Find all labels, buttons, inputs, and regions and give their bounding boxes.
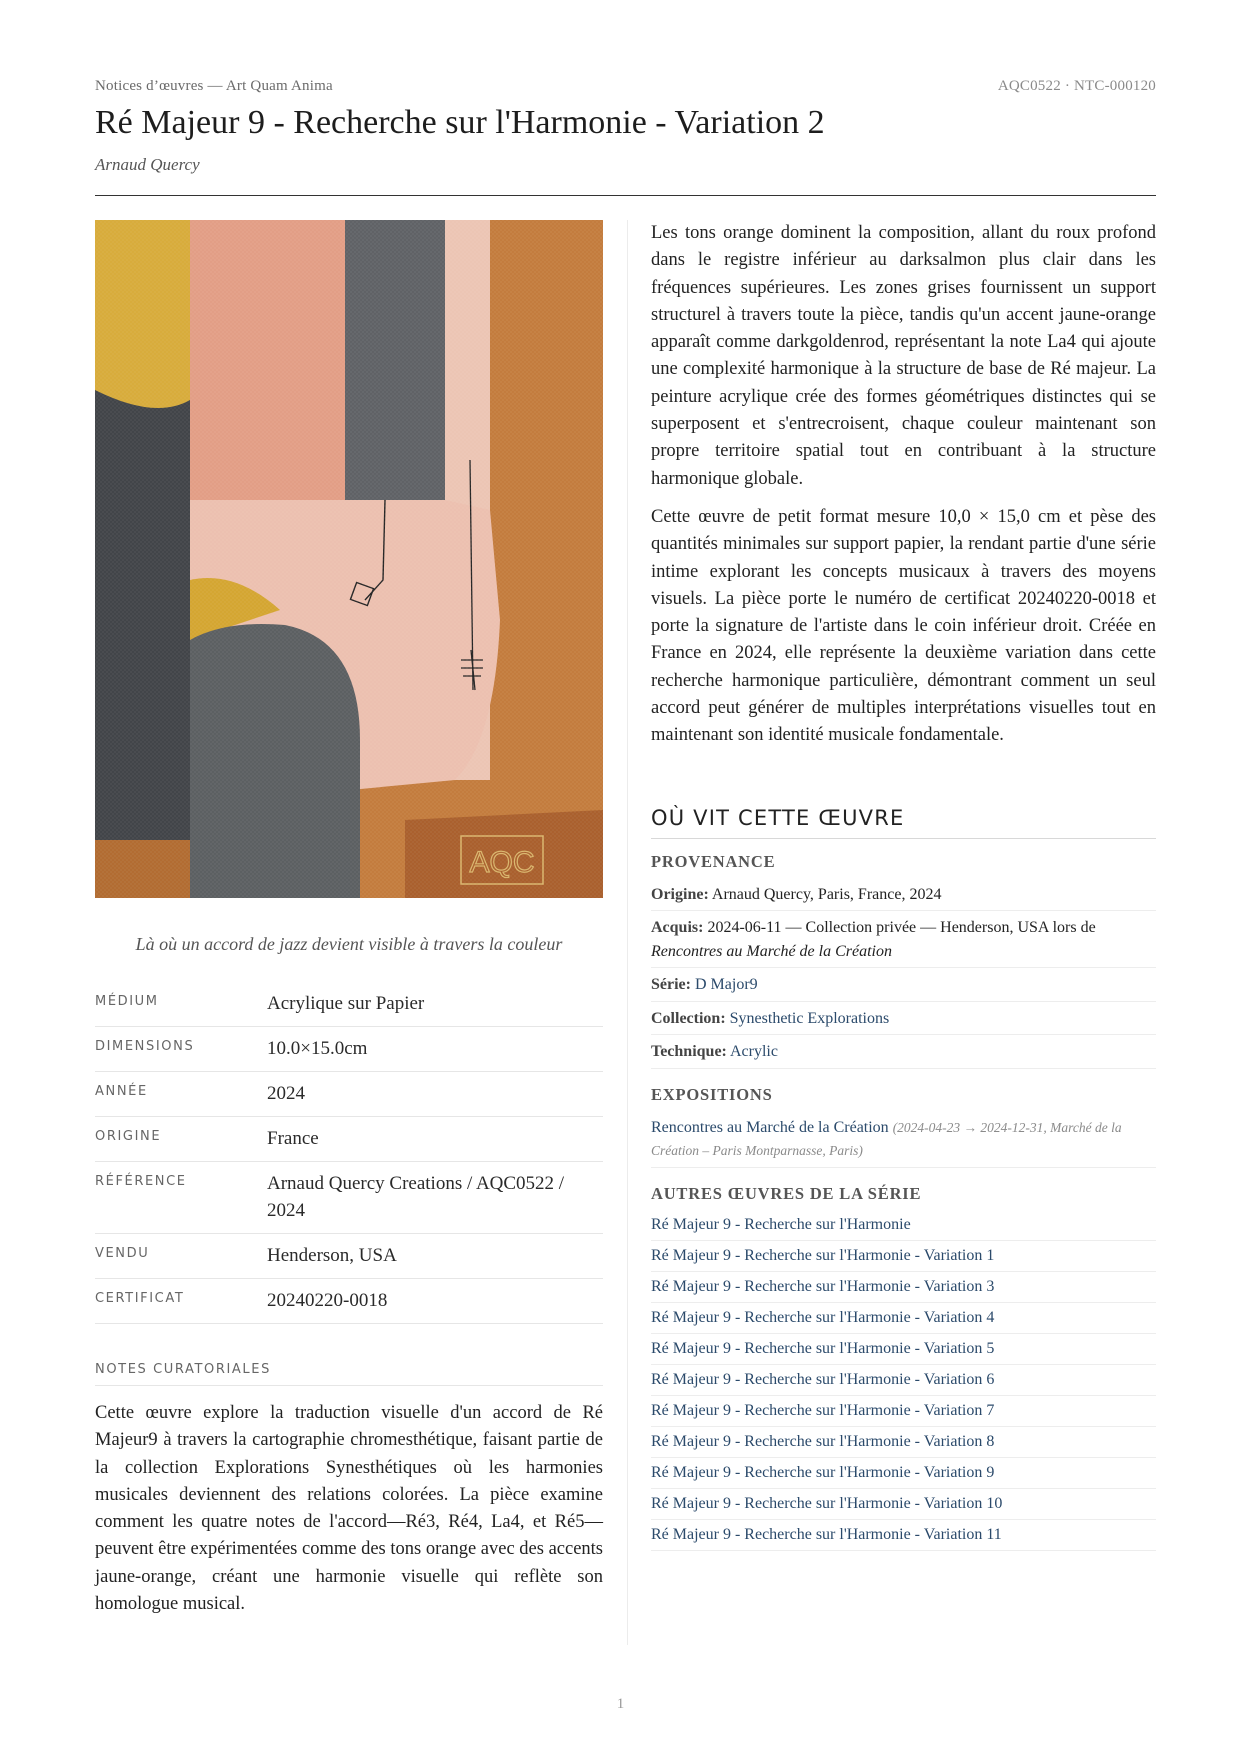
- spec-value: Henderson, USA: [267, 1245, 397, 1266]
- description-paragraph: Les tons orange dominent la composition, allant du roux profond dans le registre inférieur au darksalmon plus clair dans les fréquences supérieures. Les zones grises fournissent un support structurel à travers toute la pièce, tandis qu'un accent jaune-orange apparaît comme darkgoldenrod, représentant la note La4 qui ajoute une complexité harmonique à la structure de base de Ré majeur. La peinture acrylique crée des formes géométriques distinctes qui se superposent et s'entrecroisent, chaque couleur maintenant son propre territoire spatial tout en contribuant à la structure harmonique globale.: [651, 223, 1156, 489]
- spec-value: Acrylique sur Papier: [267, 993, 425, 1014]
- collection-label: Collection:: [651, 1009, 726, 1027]
- reference-code: AQC0522 · NTC-000120: [997, 78, 1156, 94]
- series-work-link[interactable]: Ré Majeur 9 - Recherche sur l'Harmonie - Variation 7: [651, 1396, 1156, 1427]
- spec-label: MÉDIUM: [95, 994, 159, 1009]
- series-work-link[interactable]: Ré Majeur 9 - Recherche sur l'Harmonie - Variation 1: [651, 1241, 1156, 1272]
- curatorial-notes-heading: NOTES CURATORIALES: [95, 1362, 603, 1386]
- series-work-link[interactable]: Ré Majeur 9 - Recherche sur l'Harmonie - Variation 6: [651, 1365, 1156, 1396]
- technique-row: [651, 1035, 1156, 1069]
- series-works-list: [651, 1210, 1156, 1551]
- curatorial-notes-body: Cette œuvre explore la traduction visuelle d'un accord de Ré Majeur9 à travers la cartographie chromesthétique, faisant partie de la collection Explorations Synesthétiques où les harmonies musicales deviennent des relations colorées. La pièce examine comment les quatre notes de l'accord—Ré3, Ré4, La4, et Ré5—peuvent être expérimentées comme des tons orange avec des accents jaune-orange, créant une harmonie visuelle qui reflète son homologue musical.: [95, 1403, 604, 1615]
- spec-row-sold: [95, 1234, 603, 1279]
- artist-name: Arnaud Quercy: [95, 155, 200, 174]
- spec-value: France: [267, 1128, 319, 1149]
- spec-label: CERTIFICAT: [95, 1291, 185, 1306]
- series-work-link[interactable]: Ré Majeur 9 - Recherche sur l'Harmonie - Variation 9: [651, 1458, 1156, 1489]
- site-name: Notices d’œuvres — Art Quam Anima: [95, 78, 333, 94]
- origin-value: Arnaud Quercy, Paris, France, 2024: [711, 885, 942, 903]
- specs-table: [95, 982, 603, 1324]
- acquired-label: Acquis:: [651, 919, 704, 937]
- description-paragraph: Cette œuvre de petit format mesure 10,0 × 15,0 cm et pèse des quantités minimales sur support papier, la rendant partie d'une série intime explorant les concepts musicaux à travers des moyens visuels. La pièce porte le numéro de certificat 20240220-0018 et porte la signature de l'artiste dans le coin inférieur droit. Créée en France en 2024, elle représente la deuxième variation dans cette recherche harmonique particulière, démontrant comment un seul accord peut générer de multiples interprétations visuelles tout en maintenant son identité musicale fondamentale.: [651, 506, 1156, 746]
- collection-row: [651, 1002, 1156, 1036]
- page-number: 1: [616, 1696, 625, 1712]
- acquired-row: [651, 911, 1156, 968]
- spec-label: ANNÉE: [95, 1084, 148, 1099]
- spec-row-medium: [95, 982, 603, 1027]
- exposition-link[interactable]: Rencontres au Marché de la Création: [651, 1118, 889, 1136]
- artwork-caption: Là où un accord de jazz devient visible à travers la couleur: [135, 934, 563, 954]
- spec-value: Arnaud Quercy Creations / AQC0522 / 2024: [267, 1173, 565, 1221]
- page-title: Ré Majeur 9 - Recherche sur l'Harmonie - Variation 2: [95, 104, 825, 141]
- spec-label: RÉFÉRENCE: [95, 1174, 187, 1189]
- technique-link[interactable]: Acrylic: [730, 1043, 778, 1061]
- spec-label: VENDU: [95, 1246, 150, 1261]
- spec-row-certificate: [95, 1279, 603, 1324]
- series-work-link[interactable]: Ré Majeur 9 - Recherche sur l'Harmonie - Variation 4: [651, 1303, 1156, 1334]
- series-work-link[interactable]: Ré Majeur 9 - Recherche sur l'Harmonie - Variation 5: [651, 1334, 1156, 1365]
- where-section-title: OÙ VIT CETTE ŒUVRE: [651, 806, 1156, 839]
- origin-label: Origine:: [651, 885, 709, 903]
- acquired-event: Rencontres au Marché de la Création: [651, 942, 892, 960]
- series-work-link[interactable]: Ré Majeur 9 - Recherche sur l'Harmonie - Variation 8: [651, 1427, 1156, 1458]
- spec-value: 10.0×15.0cm: [267, 1038, 368, 1059]
- series-link[interactable]: D Major9: [694, 976, 758, 994]
- spec-value: 20240220-0018: [267, 1290, 388, 1311]
- series-works-heading: AUTRES ŒUVRES DE LA SÉRIE: [651, 1183, 922, 1203]
- exposition-item: [651, 1111, 1156, 1168]
- exposition-meta: (2024-04-23 → 2024-12-31, Marché de la Création – Paris Montparnasse, Paris): [651, 1119, 1122, 1159]
- header-bar: [95, 78, 1156, 95]
- left-column: [95, 220, 603, 1618]
- spec-label: DIMENSIONS: [95, 1039, 195, 1054]
- series-work-link[interactable]: Ré Majeur 9 - Recherche sur l'Harmonie: [651, 1210, 1156, 1241]
- series-label: Série:: [651, 976, 691, 994]
- header-divider: [95, 195, 1156, 196]
- spec-value: 2024: [267, 1083, 305, 1104]
- column-divider: [627, 220, 628, 1645]
- provenance-heading: PROVENANCE: [651, 851, 776, 871]
- technique-label: Technique:: [651, 1043, 727, 1061]
- spec-label: ORIGINE: [95, 1129, 162, 1144]
- series-work-link[interactable]: Ré Majeur 9 - Recherche sur l'Harmonie - Variation 3: [651, 1272, 1156, 1303]
- spec-row-dimensions: [95, 1027, 603, 1072]
- spec-row-origin: [95, 1117, 603, 1162]
- artwork-image: [95, 220, 603, 898]
- right-column: [651, 220, 1156, 1551]
- collection-link[interactable]: Synesthetic Explorations: [729, 1009, 890, 1027]
- series-work-link[interactable]: Ré Majeur 9 - Recherche sur l'Harmonie - Variation 11: [651, 1520, 1156, 1551]
- expositions-heading: EXPOSITIONS: [651, 1084, 773, 1104]
- series-work-link[interactable]: Ré Majeur 9 - Recherche sur l'Harmonie - Variation 10: [651, 1489, 1156, 1520]
- spec-row-year: [95, 1072, 603, 1117]
- origin-row: [651, 878, 1156, 912]
- acquired-value: 2024-06-11 — Collection privée — Henderson, USA lors de: [707, 919, 1096, 937]
- spec-row-reference: [95, 1162, 603, 1234]
- series-row: [651, 968, 1156, 1002]
